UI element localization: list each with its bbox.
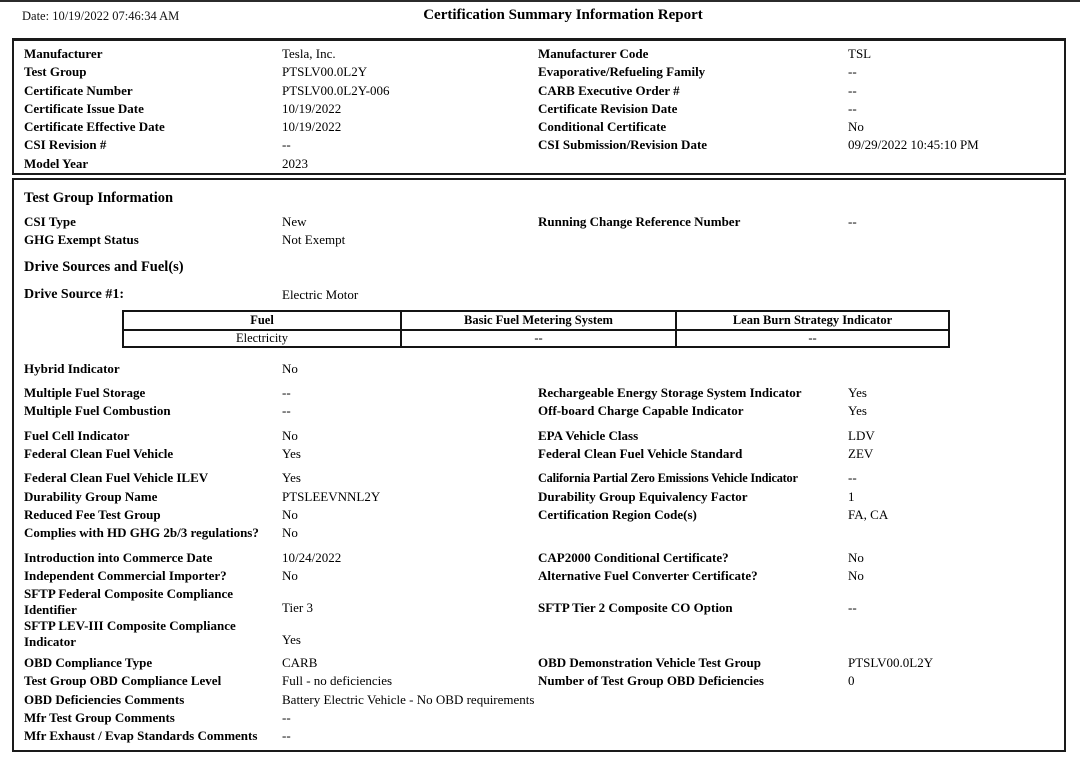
- field-value: PTSLV00.0L2Y-006: [282, 82, 390, 98]
- fuel-table: [122, 310, 950, 348]
- page-title: Certification Summary Information Report: [423, 7, 703, 23]
- field-value: --: [848, 64, 857, 80]
- field-label: Manufacturer Code: [538, 46, 649, 61]
- field-row: [24, 384, 1056, 402]
- field-value: --: [282, 385, 291, 401]
- field-label: Reduced Fee Test Group: [24, 506, 161, 522]
- field-label: Multiple Fuel Combustion: [24, 403, 171, 419]
- field-value: Battery Electric Vehicle - No OBD requirements: [282, 691, 535, 707]
- field-label: Number of Test Group OBD Deficiencies: [538, 673, 764, 689]
- fuel-table-cell: Electricity: [123, 330, 401, 347]
- field-label: CARB Executive Order #: [538, 82, 680, 98]
- field-value: --: [282, 403, 291, 419]
- drive-source-value: Electric Motor: [282, 286, 359, 302]
- details-rows: [24, 360, 1056, 746]
- field-value: --: [848, 100, 857, 116]
- field-value: 10/24/2022: [282, 549, 342, 565]
- field-value: New: [282, 214, 307, 229]
- field-row: [24, 213, 1056, 231]
- field-value: PTSLEEVNNL2Y: [282, 488, 381, 504]
- field-row: [24, 118, 1064, 136]
- field-label: Durability Group Equivalency Factor: [538, 488, 748, 504]
- field-value: No: [282, 427, 298, 443]
- field-label: Durability Group Name: [24, 488, 158, 504]
- field-row: [24, 654, 1056, 672]
- field-value: PTSLV00.0L2Y: [282, 64, 368, 80]
- field-value: No: [282, 567, 298, 583]
- certificate-header-box: [12, 38, 1066, 175]
- field-label: Fuel Cell Indicator: [24, 427, 130, 443]
- field-value: CARB: [282, 655, 318, 671]
- field-label: SFTP Tier 2 Composite CO Option: [538, 599, 733, 615]
- test-group-information-heading: Test Group Information: [24, 190, 174, 206]
- field-value: Yes: [848, 385, 867, 401]
- field-value: --: [848, 214, 857, 229]
- field-value: No: [848, 567, 864, 583]
- field-row: [24, 100, 1064, 118]
- field-value: 1: [848, 488, 855, 504]
- field-label: SFTP Federal Composite Compliance Identifier: [24, 586, 234, 617]
- field-label: Independent Commercial Importer?: [24, 567, 227, 583]
- field-value: 10/19/2022: [282, 119, 342, 135]
- field-label: SFTP LEV-III Composite Compliance Indicator: [24, 618, 236, 649]
- field-row: [24, 618, 1056, 649]
- field-row: [24, 488, 1056, 506]
- field-label: Running Change Reference Number: [538, 214, 741, 229]
- field-value: TSL: [848, 46, 872, 61]
- field-value: 09/29/2022 10:45:10 PM: [848, 137, 979, 153]
- field-value: Yes: [282, 631, 301, 647]
- field-value: Yes: [282, 470, 301, 486]
- field-row: [24, 727, 1056, 745]
- field-label: Alternative Fuel Converter Certificate?: [538, 567, 758, 583]
- field-value: Tier 3: [282, 599, 313, 615]
- field-label: CAP2000 Conditional Certificate?: [538, 549, 729, 565]
- drive-sources-heading: Drive Sources and Fuel(s): [24, 258, 184, 275]
- field-row: [24, 402, 1056, 420]
- drive-source-label: Drive Source #1:: [24, 286, 125, 302]
- field-row: [24, 586, 1056, 617]
- field-value: Yes: [848, 403, 867, 419]
- field-row: [24, 155, 1064, 173]
- field-label: Federal Clean Fuel Vehicle ILEV: [24, 470, 209, 486]
- field-row: [24, 45, 1064, 63]
- test-group-box: [12, 178, 1066, 752]
- field-label: OBD Compliance Type: [24, 655, 153, 671]
- field-label: California Partial Zero Emissions Vehicle Indicator: [538, 471, 798, 486]
- field-label: OBD Deficiencies Comments: [24, 691, 185, 707]
- field-value: No: [848, 549, 864, 565]
- test-group-information-rows: [24, 213, 1056, 250]
- field-label: OBD Demonstration Vehicle Test Group: [538, 655, 761, 671]
- field-label: CSI Revision #: [24, 137, 107, 153]
- field-value: --: [282, 710, 291, 726]
- field-label: Conditional Certificate: [538, 119, 667, 135]
- field-row: [24, 549, 1056, 567]
- field-row: [24, 427, 1056, 445]
- field-label: Federal Clean Fuel Vehicle Standard: [538, 446, 743, 462]
- field-label: Certificate Number: [24, 82, 133, 98]
- fuel-table-header: Fuel: [123, 311, 401, 330]
- field-label: Manufacturer: [24, 46, 103, 61]
- field-value: ZEV: [848, 446, 874, 462]
- field-row: [24, 82, 1064, 100]
- field-row: [24, 709, 1056, 727]
- field-value: --: [848, 82, 857, 98]
- fuel-table-header: Basic Fuel Metering System: [401, 311, 676, 330]
- field-label: Test Group OBD Compliance Level: [24, 673, 222, 689]
- field-row: [24, 445, 1056, 463]
- field-label: Mfr Test Group Comments: [24, 710, 175, 726]
- field-row: [24, 63, 1064, 81]
- fuel-table-header: Lean Burn Strategy Indicator: [676, 311, 949, 330]
- field-label: Federal Clean Fuel Vehicle: [24, 446, 174, 462]
- field-label: Evaporative/Refueling Family: [538, 64, 706, 80]
- field-value: --: [282, 137, 291, 153]
- field-value: Yes: [282, 446, 301, 462]
- fuel-table-cell: --: [401, 330, 676, 347]
- field-label: Certificate Revision Date: [538, 100, 678, 116]
- drive-source-row: [24, 286, 1056, 304]
- field-value: LDV: [848, 427, 875, 443]
- field-label: Model Year: [24, 155, 89, 171]
- field-row: [24, 691, 1056, 709]
- field-label: Hybrid Indicator: [24, 360, 120, 376]
- field-value: No: [282, 360, 298, 376]
- field-row: [24, 469, 1056, 487]
- fuel-table-row: [123, 330, 949, 347]
- report-date: Date: 10/19/2022 07:46:34 AM: [22, 9, 180, 23]
- field-label: Mfr Exhaust / Evap Standards Comments: [24, 728, 258, 744]
- field-label: GHG Exempt Status: [24, 232, 139, 248]
- page-top-border: [0, 0, 1080, 2]
- field-value: 0: [848, 673, 855, 689]
- field-value: FA, CA: [848, 506, 889, 522]
- field-label: Certificate Effective Date: [24, 119, 165, 135]
- field-value: Tesla, Inc.: [282, 46, 336, 61]
- field-label: Certificate Issue Date: [24, 100, 144, 116]
- field-row: [24, 672, 1056, 690]
- field-label: Introduction into Commerce Date: [24, 549, 213, 565]
- field-value: --: [848, 470, 857, 486]
- field-value: No: [848, 119, 864, 135]
- field-row: [24, 567, 1056, 585]
- field-value: 2023: [282, 155, 308, 171]
- field-label: EPA Vehicle Class: [538, 427, 639, 443]
- field-value: 10/19/2022: [282, 100, 342, 116]
- field-row: [24, 136, 1064, 154]
- field-label: CSI Submission/Revision Date: [538, 137, 708, 153]
- field-value: Full - no deficiencies: [282, 673, 393, 689]
- fuel-table-cell: --: [676, 330, 949, 347]
- field-value: No: [282, 506, 298, 522]
- field-value: --: [848, 599, 857, 615]
- field-row: [24, 360, 1056, 378]
- field-label: Test Group: [24, 64, 87, 80]
- field-value: --: [282, 728, 291, 744]
- field-label: Complies with HD GHG 2b/3 regulations?: [24, 525, 259, 541]
- field-row: [24, 231, 1056, 249]
- field-row: [24, 506, 1056, 524]
- field-label: Rechargeable Energy Storage System Indicator: [538, 385, 802, 401]
- field-value: PTSLV00.0L2Y: [848, 655, 934, 671]
- field-label: Multiple Fuel Storage: [24, 385, 146, 401]
- field-label: Off-board Charge Capable Indicator: [538, 403, 744, 419]
- field-value: No: [282, 525, 298, 541]
- fuel-table-header-row: [123, 311, 949, 330]
- field-row: [24, 524, 1056, 542]
- field-label: CSI Type: [24, 214, 76, 229]
- field-value: Not Exempt: [282, 232, 346, 248]
- field-label: Certification Region Code(s): [538, 506, 697, 522]
